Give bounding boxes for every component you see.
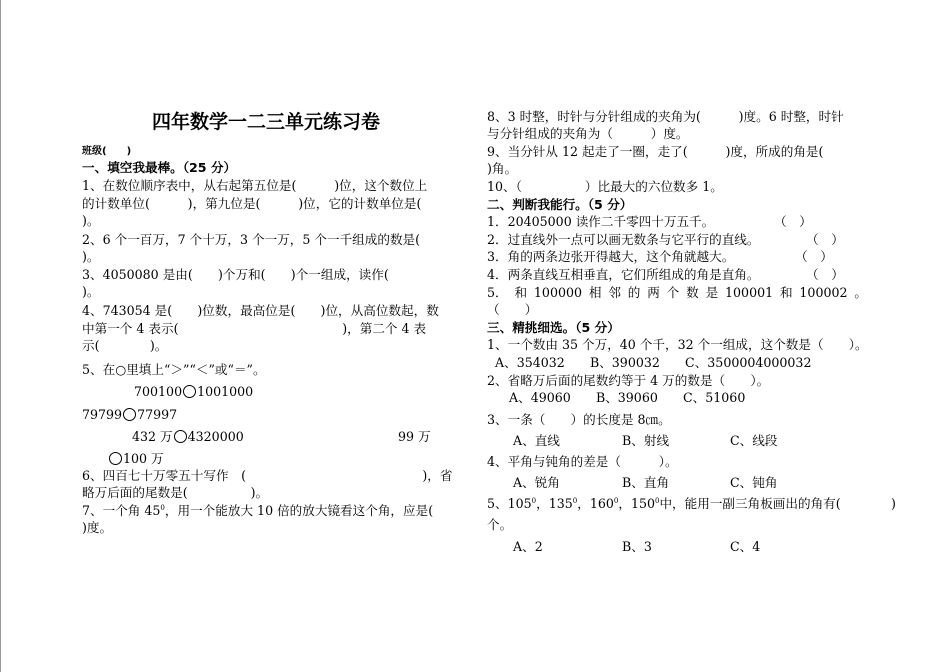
compare-circle-icon — [183, 385, 196, 398]
compare-circle-icon — [109, 452, 122, 465]
judge-5-line1: 5． 和 100000 相 邻 的 两 个 数 是 100001 和 100002 。 — [487, 285, 867, 300]
q3-line2: )。 — [82, 284, 100, 299]
section-1-heading: 一、填空我最棒。（25 分） — [82, 160, 237, 175]
section-2-heading: 二、判断我能行。（5 分） — [487, 197, 633, 212]
compare-row-4 — [108, 450, 164, 467]
q8-line1: 8、3 时整，时针与分针组成的夹角为( )度。6 时整，时针 — [487, 109, 844, 124]
compare-4-left: 99 万 — [398, 429, 431, 444]
judge-4-blank: （ ） — [806, 267, 844, 282]
choice-5-option-b: B、3 — [622, 539, 652, 554]
page-title: 四年数学一二三单元练习卷 — [152, 111, 381, 133]
q3-line1: 3、4050080 是由( )个万和( )个一组成，读作( — [82, 267, 389, 282]
choice-1: 1、一个数由 35 个万，40 个千，32 个一组成，这个数是（ ）。 — [487, 337, 868, 352]
compare-2-right: 77997 — [137, 407, 178, 422]
compare-1-left: 700100 — [134, 384, 183, 399]
judge-3-blank: （ ） — [795, 249, 833, 264]
compare-row-2 — [82, 406, 177, 423]
choice-4-option-a: A、锐角 — [513, 475, 560, 490]
choice-3: 3、一条（ ）的长度是 8㎝。 — [487, 412, 671, 427]
choice-4-option-c: C、钝角 — [730, 475, 778, 490]
judge-1: 1．20405000 读作二千零四十万五千。 — [487, 214, 715, 229]
choice-2: 2、省略万后面的尾数约等于 4 万的数是（ ）。 — [487, 373, 770, 388]
compare-4-right: 100 万 — [123, 451, 164, 466]
q7-line2: )度。 — [82, 520, 113, 535]
q9-line2: )角。 — [487, 161, 518, 176]
choice-4-option-b: B、直角 — [622, 475, 670, 490]
choice-3-option-b: B、射线 — [622, 433, 670, 448]
judge-5-blank: （ ） — [487, 302, 538, 317]
choice-5-option-c: C、4 — [730, 539, 761, 554]
compare-3-left: 432 万 — [132, 429, 173, 444]
compare-circle-icon — [123, 408, 136, 421]
q2-line1: 2、6 个一百万，7 个十万，3 个一万，5 个一千组成的数是( — [82, 232, 421, 247]
q1-line1: 1、在数位顺序表中，从右起第五位是( )位，这个数位上 — [82, 178, 428, 193]
judge-4: 4．两条直线互相垂直，它们所组成的角是直角。 — [487, 267, 760, 282]
choice-2-options: A、49060 B、39060 C、51060 — [509, 390, 746, 405]
compare-2-left: 79799 — [82, 407, 123, 422]
q2-line2: )。 — [82, 249, 100, 264]
compare-1-right: 1001000 — [197, 384, 254, 399]
compare-circle-icon — [174, 430, 187, 443]
q5-line: 5、在○里填上“＞”“＜”或“＝”。 — [82, 362, 266, 377]
q9-line1: 9、当分针从 12 起走了一圈，走了( )度，所成的角是( — [487, 144, 824, 159]
section-3-heading: 三、精挑细选。（5 分） — [487, 320, 620, 335]
choice-3-option-a: A、直线 — [513, 433, 560, 448]
q1-line3: )。 — [82, 213, 100, 228]
compare-row-3 — [132, 428, 244, 445]
q4-line3: 示( )。 — [82, 338, 168, 353]
q4-line1: 4、743054 是( )位数，最高位是( )位，从高位数起，数 — [82, 303, 439, 318]
q1-line2: 的计数单位( )，第九位是( )位，它的计数单位是( — [82, 196, 422, 211]
compare-3-right: 4320000 — [187, 429, 244, 444]
q10-line: 10、（ ）比最大的六位数多 1。 — [487, 179, 723, 194]
judge-1-blank: （ ） — [774, 214, 812, 229]
judge-2: 2．过直线外一点可以画无数条与它平行的直线。 — [487, 232, 760, 247]
judge-3: 3．角的两条边张开得越大，这个角就越大。 — [487, 249, 735, 264]
choice-5-line2: 个。 — [487, 517, 513, 532]
q7-line1: 7、一个角 $45^0$，用一个能放大 10 倍的放大镜看这个角，应是( — [82, 503, 434, 518]
q4-line2: 中第一个 4 表示( )，第二个 4 表 — [82, 321, 427, 336]
q6-line2: 略万后面的尾数是( )。 — [82, 485, 269, 500]
choice-5-line1: 5、$105^0$，$135^0$，$160^0$，$150^0$中，能用一副三角板画出的角有( ) — [487, 496, 896, 511]
choice-1-options: A、354032 B、390032 C、3500004000032 — [495, 355, 812, 370]
choice-4: 4、平角与钝角的差是（ ）。 — [487, 454, 678, 469]
q6-line1: 6、四百七十万零五十写作 ( )，省 — [82, 468, 453, 483]
q8-line2: 与分针组成的夹角为（ ）度。 — [487, 126, 689, 141]
page-left-edge — [0, 0, 1, 672]
compare-row-1 — [134, 383, 253, 400]
choice-3-option-c: C、线段 — [730, 433, 778, 448]
choice-5-option-a: A、2 — [513, 539, 543, 554]
judge-2-blank: （ ） — [806, 232, 844, 247]
class-label: 班级( ) — [82, 146, 132, 157]
